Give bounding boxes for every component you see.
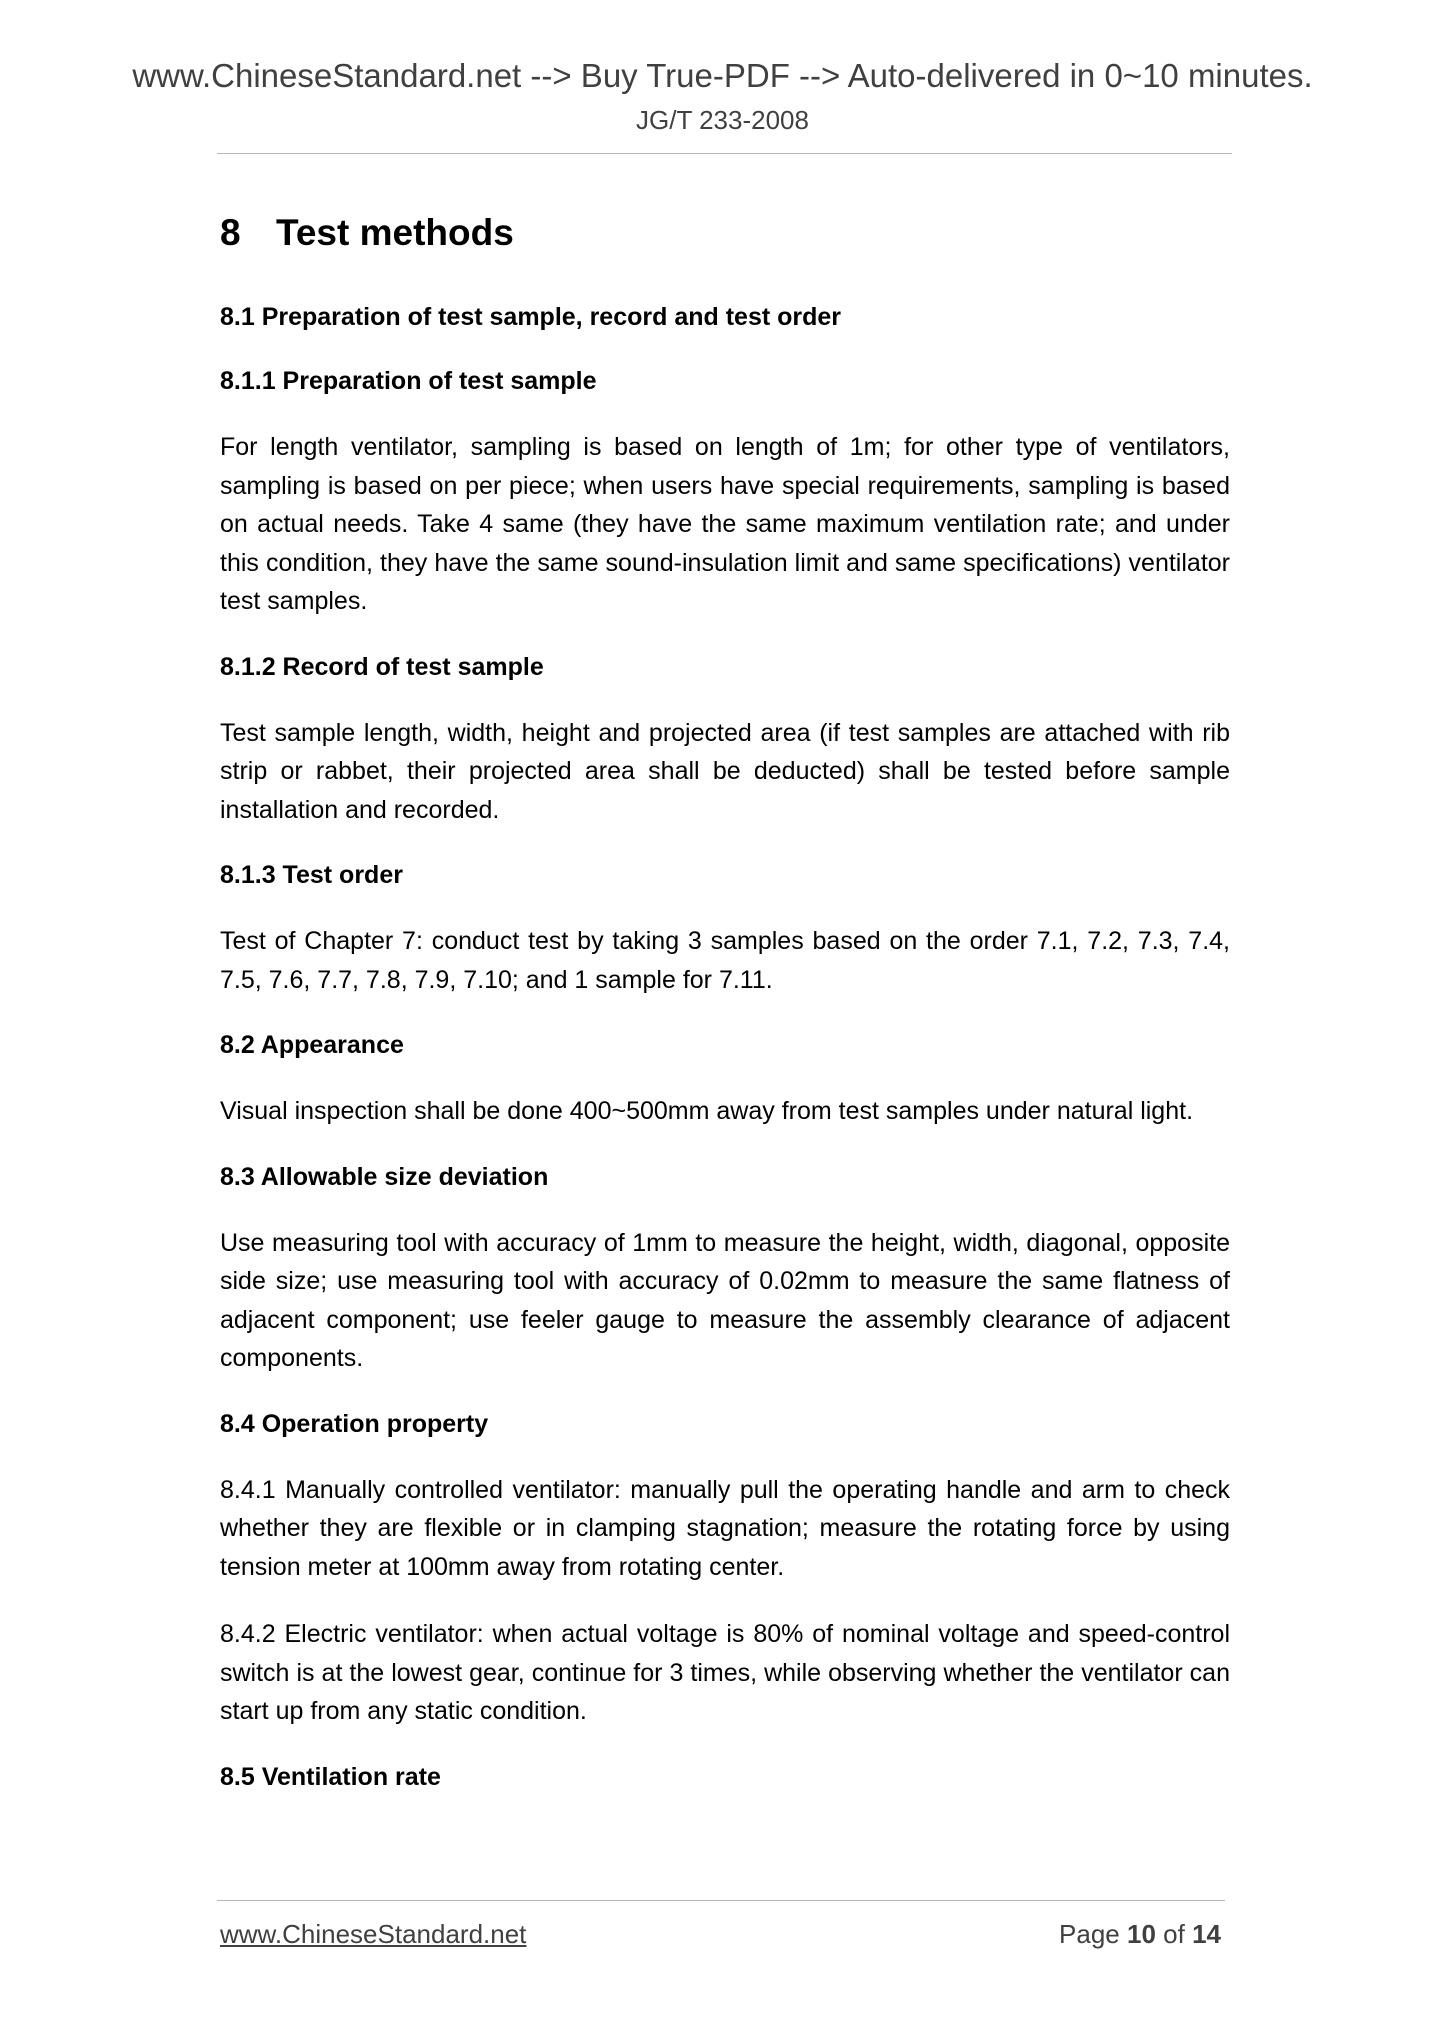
section-heading-8-1: 8.1 Preparation of test sample, record and test order xyxy=(220,303,842,331)
section-heading-8-2: 8.2 Appearance xyxy=(220,1031,404,1059)
section-heading-8-3: 8.3 Allowable size deviation xyxy=(220,1162,549,1191)
document-body xyxy=(220,210,1230,1824)
paragraph-8-3: Use measuring tool with accuracy of 1mm to measure the height, width, diagonal, opposite side size; use measuring tool with accuracy of 0.02mm to measure the same flatness of adjacent component; use feeler gauge to measure the assembly clearance of adjacent components. xyxy=(220,1228,1230,1372)
section-heading-8-5: 8.5 Ventilation rate xyxy=(220,1762,441,1791)
paragraph-8-4-1: 8.4.1 Manually controlled ventilator: manually pull the operating handle and arm to check whether they are flexible or in clamping stagnation; measure the rotating force by using tension meter at 100mm away from rotating center. xyxy=(220,1475,1230,1581)
page-of: of xyxy=(1163,1919,1185,1949)
page-indicator xyxy=(1059,1918,1221,1950)
paragraph-8-4-2: 8.4.2 Electric ventilator: when actual voltage is 80% of nominal voltage and speed-control switch is at the lowest gear, continue for 3 times, while observing whether the ventilator can start up from any static condition. xyxy=(220,1620,1230,1725)
chapter-title xyxy=(220,210,1230,256)
page-current: 10 xyxy=(1127,1919,1156,1949)
page-total: 14 xyxy=(1192,1919,1221,1949)
chapter-number: 8 xyxy=(220,212,241,253)
footer-divider xyxy=(217,1900,1225,1901)
paragraph-8-1-2: Test sample length, width, height and projected area (if test samples are attached with rib strip or rabbet, their projected area shall be deducted) shall be tested before sample installation and recorded. xyxy=(220,718,1230,824)
section-heading-8-1-2: 8.1.2 Record of test sample xyxy=(220,652,544,681)
footer-site-link[interactable]: www.ChineseStandard.net xyxy=(220,1919,527,1949)
section-heading-8-1-1: 8.1.1 Preparation of test sample xyxy=(220,367,597,395)
section-heading-8-1-3: 8.1.3 Test order xyxy=(220,861,403,889)
site-banner: www.ChineseStandard.net --> Buy True-PDF --> Auto-delivered in 0~10 minutes. xyxy=(132,57,1313,94)
standard-code: JG/T 233-2008 xyxy=(636,105,809,135)
paragraph-8-1-1: For length ventilator, sampling is based on length of 1m; for other type of ventilators, sampling is based on per piece; when users have special requirements, sampling is based on actual needs. Take 4 same (they have the same maximum ventilation rate; and under this condition, they have the same sound-insulation limit and same specifications) ventilator test samples. xyxy=(220,433,1230,615)
section-heading-8-4: 8.4 Operation property xyxy=(220,1409,489,1438)
page-word: Page xyxy=(1059,1919,1120,1949)
paragraph-8-1-3: Test of Chapter 7: conduct test by taking 3 samples based on the order 7.1, 7.2, 7.3, 7.4, 7.5, 7.6, 7.7, 7.8, 7.9, 7.10; and 1 sample for 7.11. xyxy=(220,927,1230,994)
chapter-title-text: Test methods xyxy=(276,212,514,253)
header-divider xyxy=(217,153,1232,154)
paragraph-8-2: Visual inspection shall be done 400~500mm away from test samples under natural light. xyxy=(220,1097,1194,1125)
